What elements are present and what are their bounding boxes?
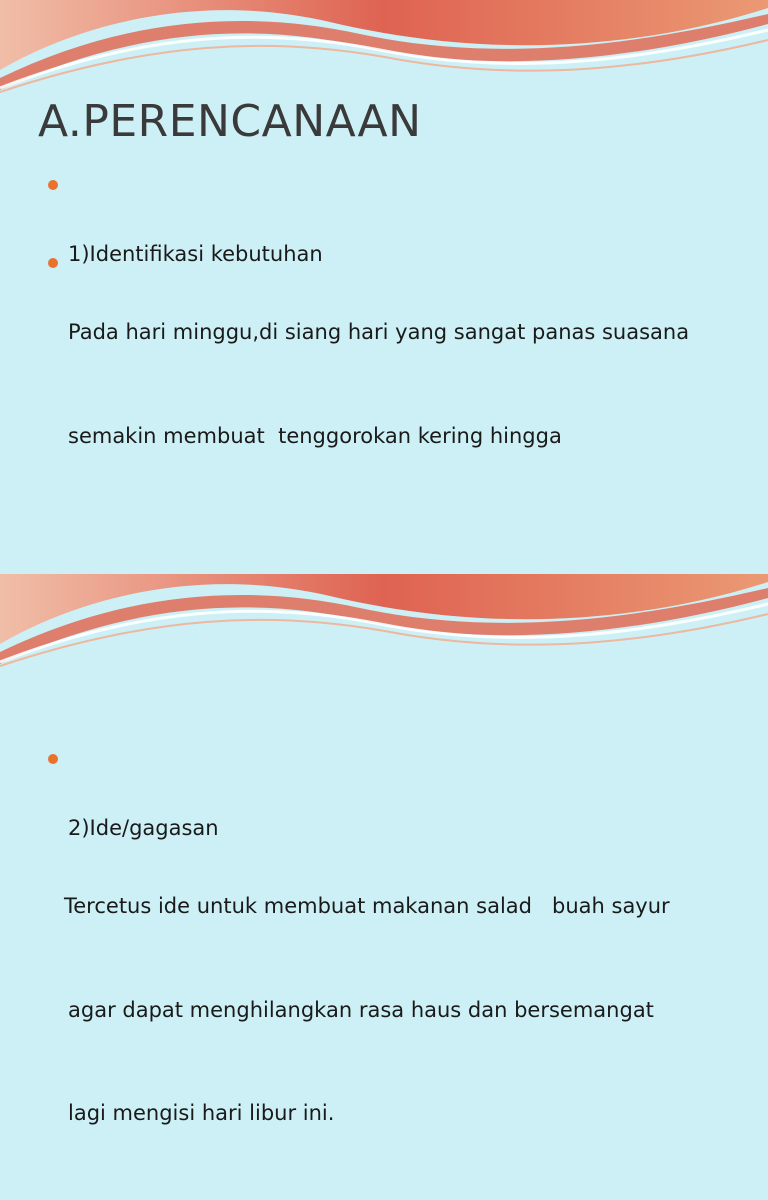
header-wave-decoration: [0, 574, 768, 674]
bullet-dot-icon: [48, 180, 58, 190]
text-line: lagi mengisi hari libur ini.: [68, 1101, 335, 1125]
paragraph: [64, 820, 724, 1200]
bullet-dot-icon: [48, 754, 58, 764]
text-line: Pada hari minggu,di siang hari yang sangat panas suasana: [68, 320, 690, 344]
text-line: semakin membuat tenggorokan kering hingga: [68, 423, 562, 448]
text-line: 2)Ide/gagasan: [68, 816, 219, 840]
text-line: agar dapat menghilangkan rasa haus dan bersemangat: [68, 997, 654, 1022]
header-wave-decoration: [0, 0, 768, 100]
slide-2: [0, 574, 768, 1125]
bullet-dot-icon: [48, 258, 58, 268]
slide-title: A.PERENCANAAN: [38, 96, 422, 147]
text-line: Tercetus ide untuk membuat makanan salad buah sayur: [64, 894, 670, 918]
slide-1: [0, 0, 768, 512]
slide-separator: [0, 512, 768, 574]
text-line: 1)Identifikasi kebutuhan: [68, 242, 323, 266]
